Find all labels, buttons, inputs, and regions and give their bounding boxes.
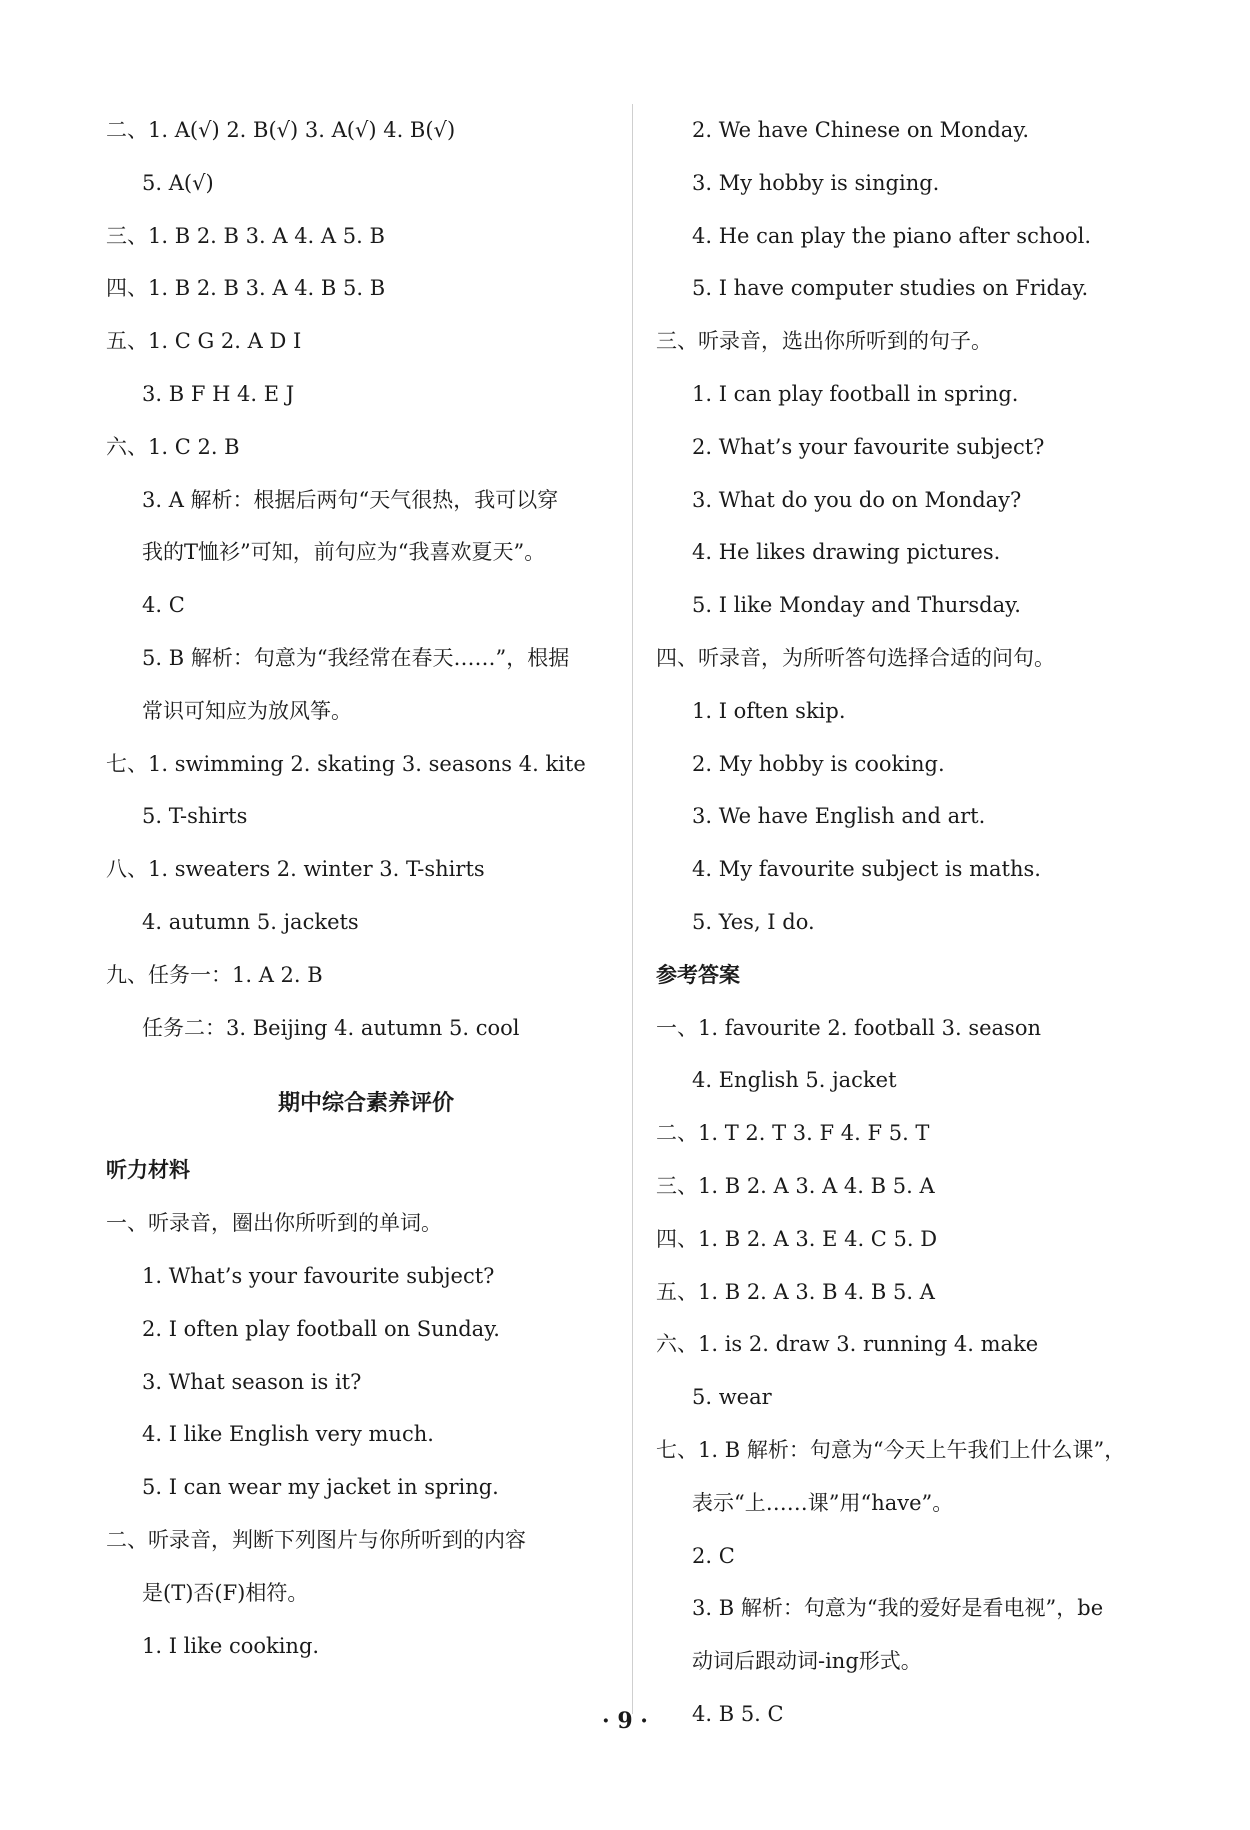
text-line: 3. What do you do on Monday?: [692, 487, 1022, 512]
text-line: 5. I like Monday and Thursday.: [692, 593, 1021, 618]
text-line: 2. What’s your favourite subject?: [692, 434, 1045, 459]
text-line: 我的T恤衫”可知，前句应为“我喜欢夏天”。: [142, 540, 546, 565]
text-line: 2. We have Chinese on Monday.: [692, 118, 1030, 142]
text-line: 1. I often skip.: [692, 698, 846, 723]
listening-block-left: [106, 1197, 626, 1672]
text-line: 4. B 5. C: [692, 1701, 784, 1726]
text-line: 四、1. B 2. A 3. E 4. C 5. D: [656, 1226, 938, 1251]
text-line: 八、1. sweaters 2. winter 3. T-shirts: [106, 857, 485, 882]
text-line: 是(T)否(F)相符。: [142, 1580, 309, 1605]
right-column: [656, 104, 1176, 1741]
text-line: 1. I can play football in spring.: [692, 381, 1019, 406]
section-title: 期中综合素养评价: [277, 1091, 454, 1117]
left-column: [106, 104, 626, 1672]
text-line: 5. I can wear my jacket in spring.: [142, 1475, 499, 1500]
text-line: 4. English 5. jacket: [692, 1068, 897, 1093]
text-line: 3. B 解析：句意为“我的爱好是看电视”，be: [692, 1596, 1104, 1621]
text-line: 一、听录音，圈出你所听到的单词。: [106, 1211, 442, 1236]
answers-heading: 参考答案: [656, 962, 740, 987]
listening-block-right: [656, 104, 1176, 949]
text-line: 5. wear: [692, 1385, 772, 1410]
text-line: 4. I like English very much.: [142, 1422, 434, 1447]
text-line: 二、听录音，判断下列图片与你所听到的内容: [106, 1527, 526, 1552]
text-line: 一、1. favourite 2. football 3. season: [656, 1015, 1041, 1040]
text-line: 4. He can play the piano after school.: [692, 223, 1092, 248]
text-line: 3. We have English and art.: [692, 804, 986, 829]
text-line: 4. My favourite subject is maths.: [692, 857, 1041, 882]
answer-block-unit: [106, 104, 626, 1054]
answer-block-midterm: [656, 1002, 1176, 1741]
text-line: 4. He likes drawing pictures.: [692, 540, 1001, 565]
text-line: 三、1. B 2. A 3. A 4. B 5. A: [656, 1173, 935, 1198]
text-line: 七、1. B 解析：句意为“今天上午我们上什么课”，: [656, 1437, 1126, 1462]
text-line: 2. I often play football on Sunday.: [142, 1316, 500, 1341]
text-line: 5. T-shirts: [142, 804, 248, 829]
text-line: 2. My hobby is cooking.: [692, 751, 945, 776]
text-line: 四、听录音，为所听答句选择合适的问句。: [656, 645, 1055, 670]
text-line: 3. B F H 4. E J: [142, 381, 295, 406]
listening-heading: 听力材料: [106, 1158, 190, 1183]
text-line: 3. A 解析：根据后两句“天气很热，我可以穿: [142, 487, 559, 512]
text-line: 五、1. C G 2. A D I: [106, 329, 302, 354]
text-line: 4. C: [142, 593, 185, 618]
text-line: 5. A(√): [142, 170, 214, 195]
text-line: 常识可知应为放风筝。: [142, 698, 352, 723]
text-line: 5. Yes, I do.: [692, 909, 815, 934]
text-line: 1. I like cooking.: [142, 1633, 320, 1658]
text-line: 3. What season is it?: [142, 1369, 362, 1394]
page-number: · 9 ·: [602, 1708, 648, 1734]
text-line: 三、1. B 2. B 3. A 4. A 5. B: [106, 223, 385, 248]
text-line: 1. What’s your favourite subject?: [142, 1263, 495, 1288]
text-line: 任务二：3. Beijing 4. autumn 5. cool: [142, 1015, 520, 1040]
text-line: 5. I have computer studies on Friday.: [692, 276, 1089, 301]
text-line: 六、1. is 2. draw 3. running 4. make: [656, 1332, 1039, 1357]
text-line: 表示“上……课”用“have”。: [692, 1490, 954, 1515]
text-line: 四、1. B 2. B 3. A 4. B 5. B: [106, 276, 386, 301]
text-line: 5. B 解析：句意为“我经常在春天……”，根据: [142, 645, 570, 670]
column-divider: [632, 104, 633, 1714]
text-line: 五、1. B 2. A 3. B 4. B 5. A: [656, 1279, 935, 1304]
text-line: 二、1. A(√) 2. B(√) 3. A(√) 4. B(√): [106, 118, 456, 142]
text-line: 三、听录音，选出你所听到的句子。: [656, 329, 992, 354]
text-line: 七、1. swimming 2. skating 3. seasons 4. kite: [106, 751, 586, 776]
text-line: 3. My hobby is singing.: [692, 170, 940, 195]
text-line: 九、任务一：1. A 2. B: [106, 962, 323, 987]
text-line: 二、1. T 2. T 3. F 4. F 5. T: [656, 1121, 930, 1146]
text-line: 动词后跟动词-ing形式。: [692, 1649, 922, 1674]
text-line: 六、1. C 2. B: [106, 434, 240, 459]
text-line: 4. autumn 5. jackets: [142, 909, 359, 934]
text-line: 2. C: [692, 1543, 735, 1568]
